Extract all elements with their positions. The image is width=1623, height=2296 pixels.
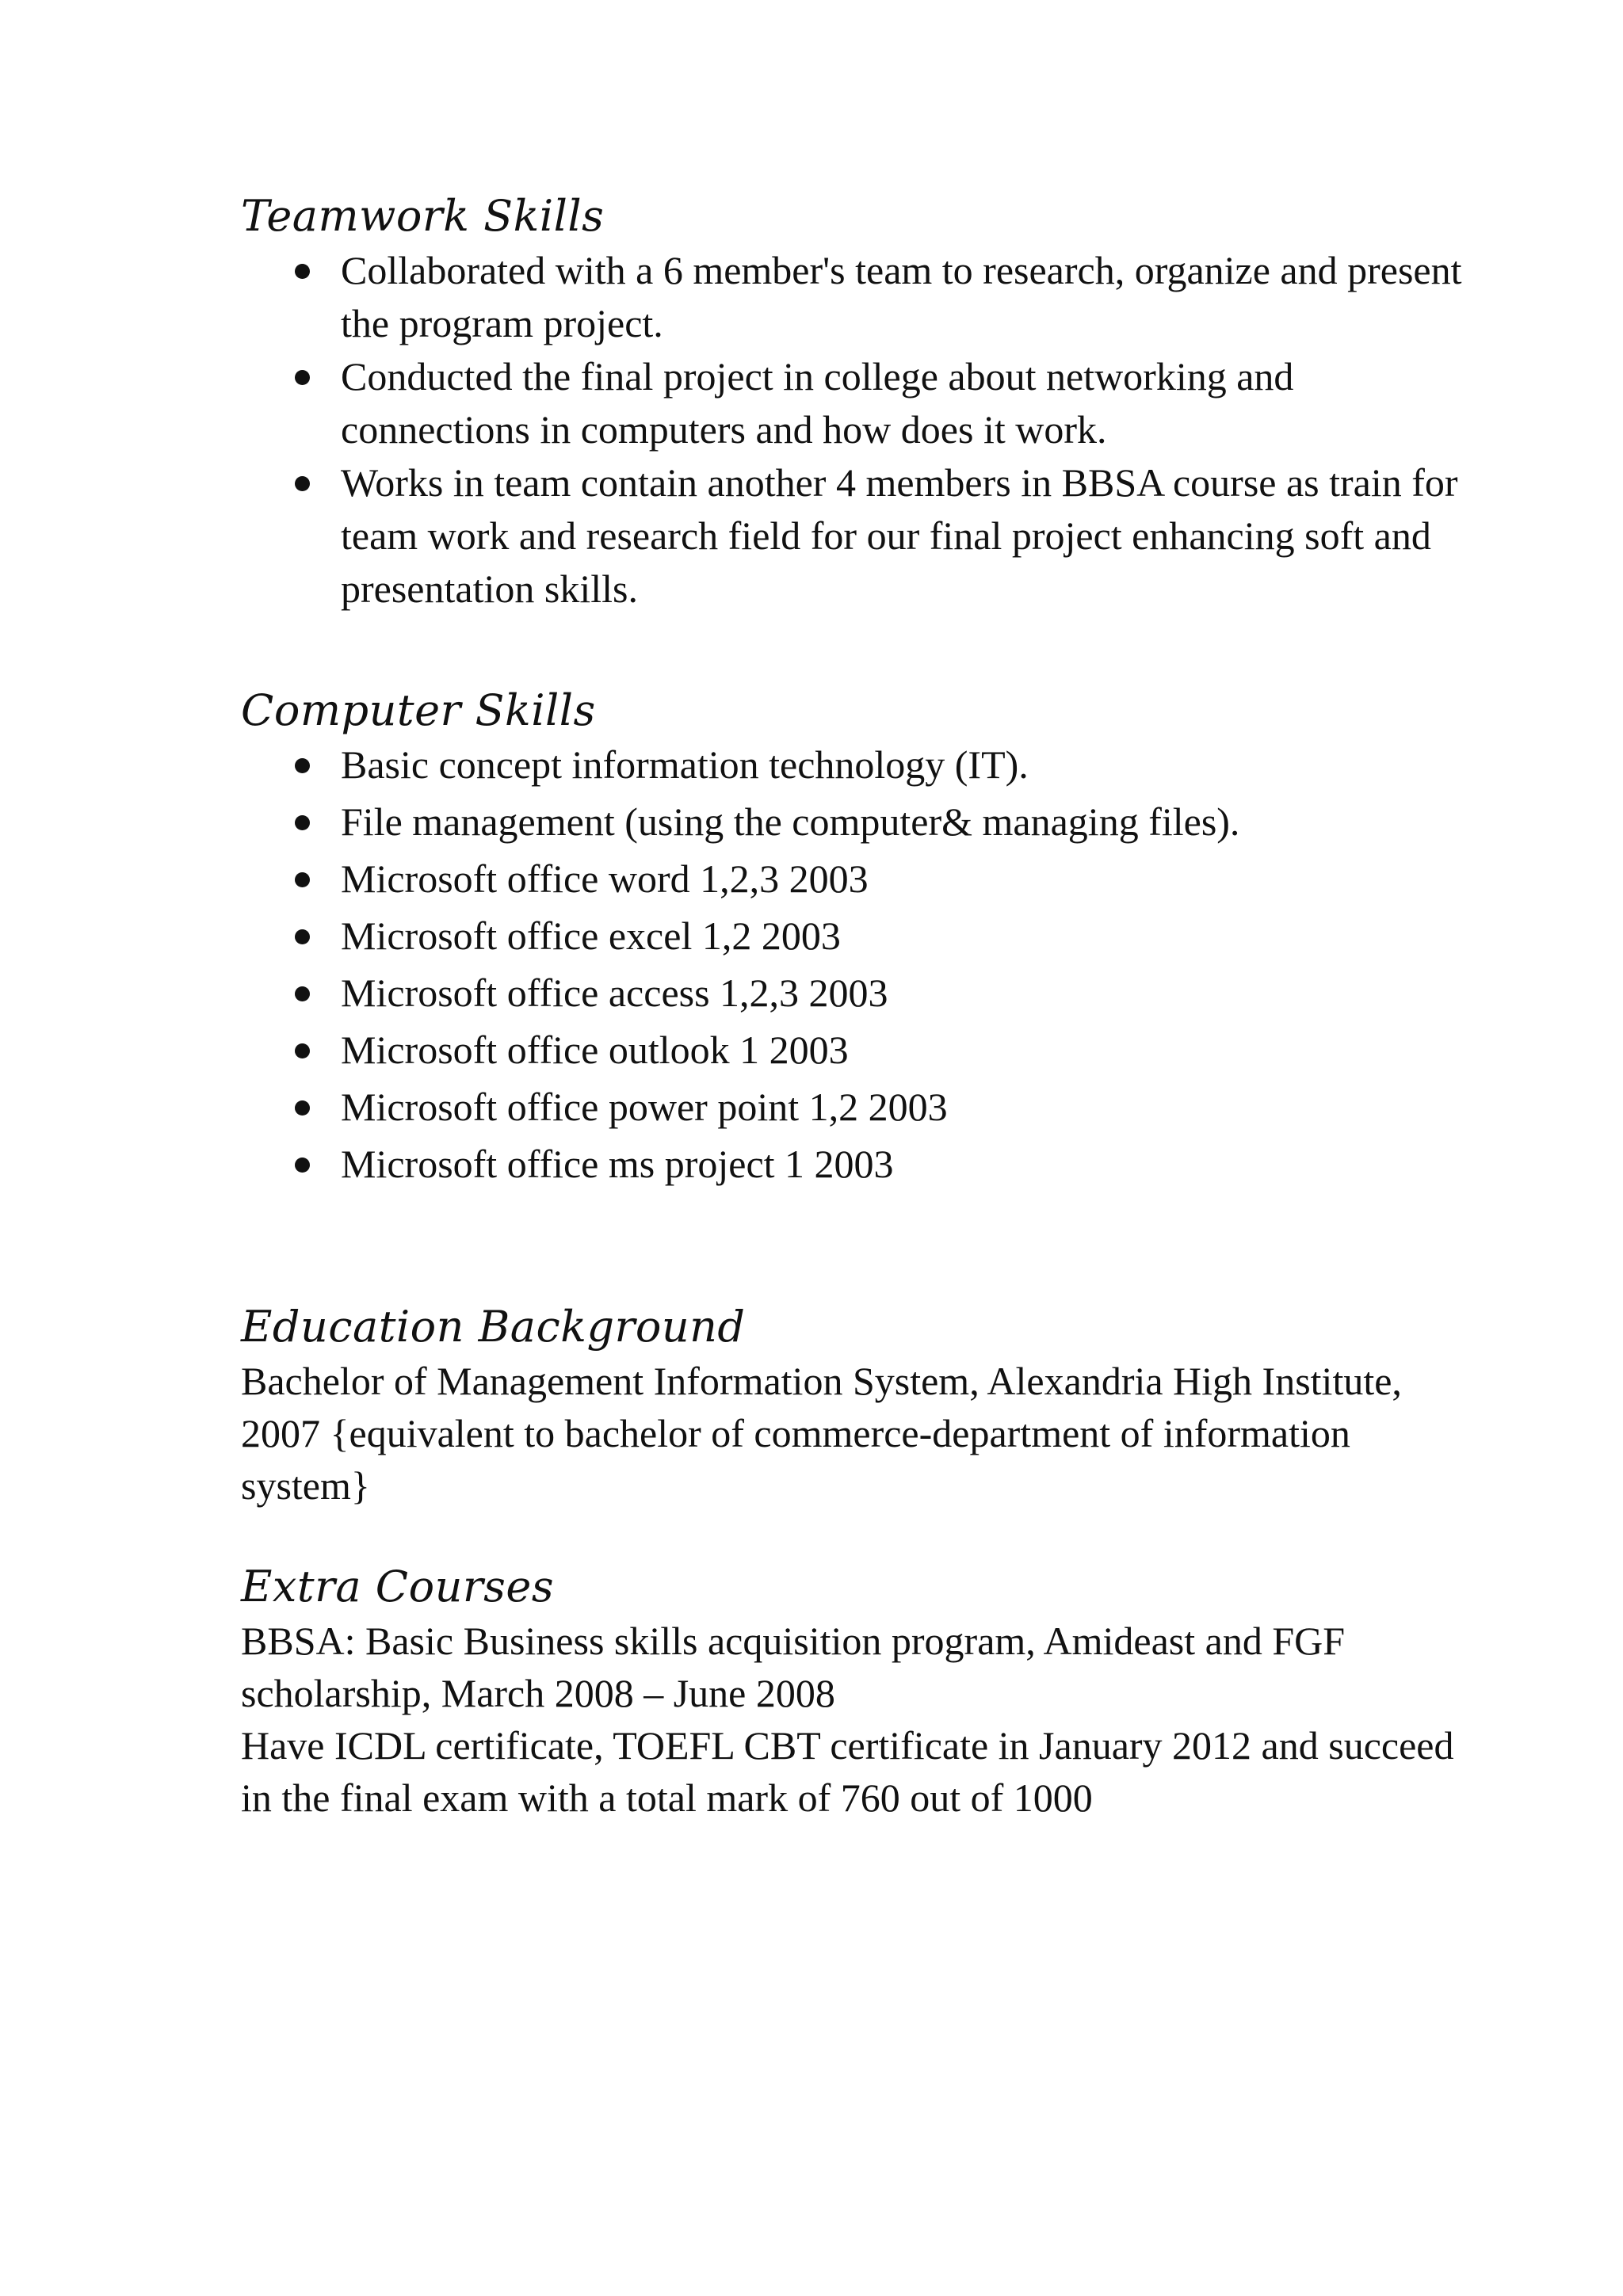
bullet-icon <box>295 758 310 773</box>
bullet-icon <box>295 815 310 830</box>
list-item-text: Collaborated with a 6 member's team to research, organize and present the program project. <box>341 248 1462 345</box>
bullet-icon <box>295 929 310 944</box>
extra-course-line: BBSA: Basic Business skills acquisition program, Amideast and FGF scholarship, March 2008 – June 2008 <box>241 1619 1346 1715</box>
list-item <box>241 738 1477 791</box>
list-item <box>241 910 1477 963</box>
bullet-icon <box>295 1100 310 1116</box>
extra-course-line: Have ICDL certificate, TOEFL CBT certificate in January 2012 and succeed in the final exam with a total mark of 760 out of 1000 <box>241 1723 1454 1820</box>
computer-skills-heading: Computer Skills <box>241 685 596 735</box>
computer-skills-section <box>241 683 1477 1195</box>
teamwork-skills-list <box>241 244 1477 616</box>
list-item <box>241 456 1477 616</box>
bullet-icon <box>295 1043 310 1058</box>
teamwork-skills-heading: Teamwork Skills <box>241 191 605 241</box>
bullet-icon <box>295 476 310 491</box>
computer-skills-list <box>241 738 1477 1191</box>
education-background-heading: Education Background <box>241 1302 746 1352</box>
bullet-icon <box>295 264 310 279</box>
list-item <box>241 350 1477 456</box>
teamwork-skills-section <box>241 189 1477 616</box>
list-item <box>241 967 1477 1020</box>
list-item-text: Works in team contain another 4 members in BBSA course as train for team work and research field for our final project enhancing soft and presentation skills. <box>341 460 1458 611</box>
list-item-text: Microsoft office excel 1,2 2003 <box>341 913 841 958</box>
list-item <box>241 1024 1477 1077</box>
list-item-text: Microsoft office word 1,2,3 2003 <box>341 856 869 901</box>
list-item-text: Microsoft office ms project 1 2003 <box>341 1142 894 1186</box>
education-text: Bachelor of Management Information System, Alexandria High Institute, 2007 {equivalent to bachelor of commerce-department of information system} <box>241 1359 1402 1508</box>
list-item-text: Microsoft office outlook 1 2003 <box>341 1028 849 1072</box>
list-item-text: Microsoft office access 1,2,3 2003 <box>341 971 888 1015</box>
list-item-text: Conducted the final project in college about networking and connections in computers and how does it work. <box>341 354 1294 452</box>
list-item-text: File management (using the computer& managing files). <box>341 799 1240 844</box>
list-item <box>241 1138 1477 1191</box>
list-item <box>241 1081 1477 1134</box>
extra-courses-section <box>241 1559 1477 1824</box>
extra-courses-heading: Extra Courses <box>241 1562 555 1611</box>
bullet-icon <box>295 986 310 1001</box>
education-background-section <box>241 1299 1477 1512</box>
bullet-icon <box>295 1158 310 1173</box>
list-item <box>241 852 1477 906</box>
bullet-icon <box>295 370 310 385</box>
list-item <box>241 795 1477 849</box>
bullet-icon <box>295 872 310 887</box>
list-item-text: Basic concept information technology (IT). <box>341 742 1029 787</box>
list-item <box>241 244 1477 350</box>
list-item-text: Microsoft office power point 1,2 2003 <box>341 1085 948 1129</box>
